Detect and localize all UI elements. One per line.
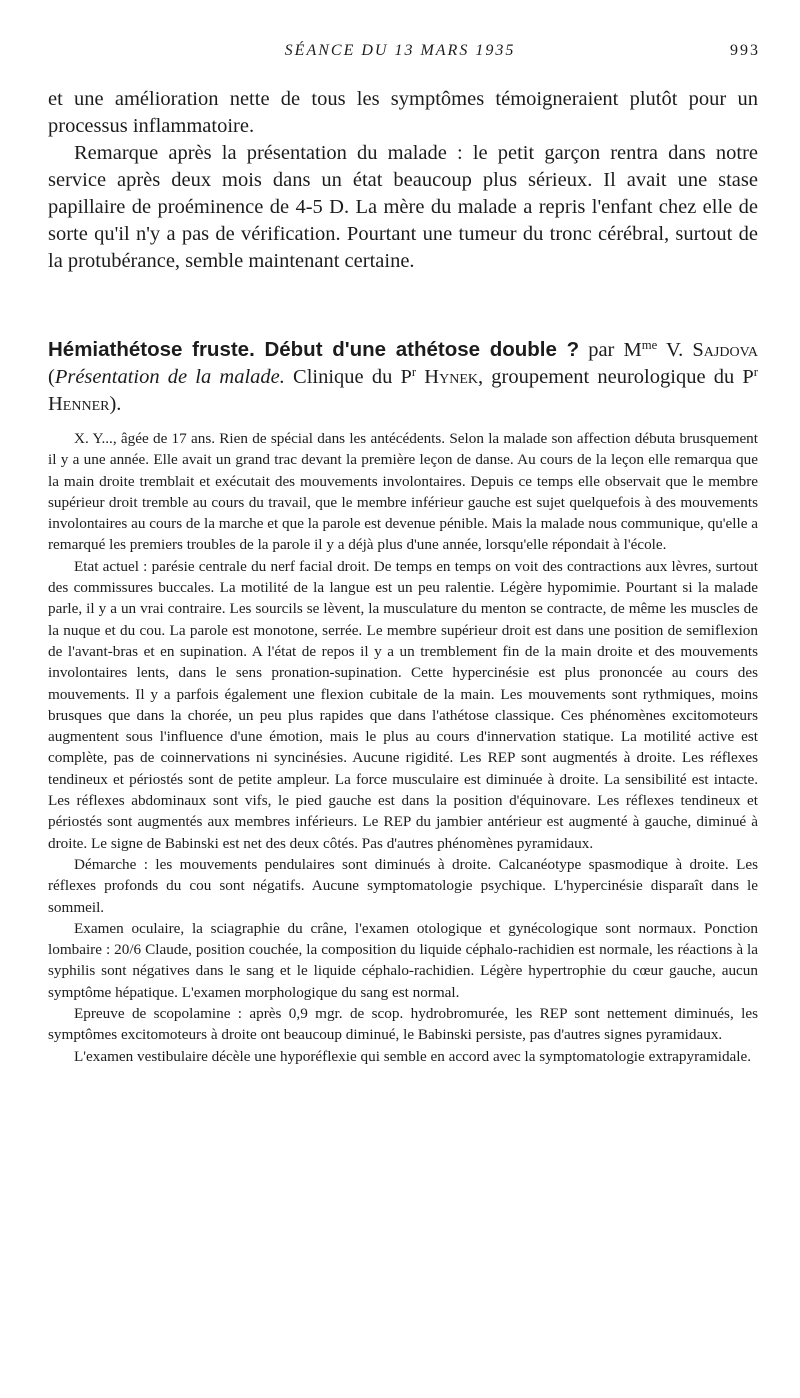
clinic-mid: , groupement neurologique du P <box>478 366 754 388</box>
presentation-open: ( <box>48 366 55 388</box>
body-paragraph-6: L'examen vestibulaire décèle une hyporéflexie qui semble en accord avec la symptomatologie extrapyramidale. <box>74 1047 752 1065</box>
presentation-note: Présentation de la malade. <box>54 366 285 388</box>
clinic-name-2: Henner <box>48 393 110 415</box>
author-name: V. Sajdova <box>657 339 758 361</box>
author-prefix-sup: me <box>641 338 658 353</box>
body-paragraph-5: Epreuve de scopolamine : après 0,9 mgr. de scop. hydrobromurée, les REP sont nettement diminués, les symptômes excitomoteurs à droite ont beaucoup diminué, le Babinski persiste, pas d'autres signes pyramidaux. <box>48 1005 758 1044</box>
author-prefix: M <box>623 339 642 361</box>
running-head-title: SÉANCE DU 13 MARS 1935 <box>284 42 516 59</box>
article-heading-line <box>48 336 758 418</box>
body-paragraph-1: X. Y..., âgée de 17 ans. Rien de spécial dans les antécédents. Selon la malade son affection débuta brusquement il y a une année. Elle avait un grand trac devant la première leçon de danse. Au cours de la leçon elle remarqua que la main droite tremblait et exécutait des mouvements involontaires. Depuis ce temps elle observait que le membre supérieur droit tremble au cours du travail, que le membre inférieur gauche est sujet quelquefois à des mouvements involontaires au cours de la marche et que la parole est devenue pénible. Mais la malade nous communique, qu'elle a remarqué les premiers troubles de la parole il y a déjà plus d'une année, lorsqu'elle répondait à l'école. <box>48 430 758 554</box>
article-body <box>48 428 758 1067</box>
article-title: Hémiathétose fruste. Début d'une athétose double ? <box>48 338 580 361</box>
clinic-name-1: Hynek <box>416 366 478 388</box>
page-number: 993 <box>730 42 760 59</box>
intro-paragraph-1: et une amélioration nette de tous les symptômes témoigneraient plutôt pour un processus inflammatoire. <box>48 88 758 137</box>
clinic-sup-1: r <box>411 365 417 380</box>
clinic-pre: Clinique du P <box>284 366 412 388</box>
body-paragraph-4: Examen oculaire, la sciagraphie du crâne, l'examen otologique et gynécologique sont normaux. Ponction lombaire : 20/6 Claude, position couchée, la composition du liquide céphalo-rachidien est normale, les réactions à la syphilis sont négatives dans le sang et le liquide céphalo-rachidien. Légère hypertrophie du cœur gauche, aucun symptôme hépatique. L'examen morphologique du sang est normal. <box>48 919 758 1001</box>
clinic-sup-2: r <box>753 365 759 380</box>
intro-paragraph-2: Remarque après la présentation du malade : le petit garçon rentra dans notre service après deux mois dans un état beaucoup plus sérieux. Il avait une stase papillaire de proéminence de 4-5 D. La mère du malade a repris l'enfant chez elle de sorte qu'il n'y a pas de vérification. Pourtant une tumeur du tronc cérébral, surtout de la protubérance, semble maintenant certaine. <box>48 142 758 272</box>
running-head <box>40 42 760 70</box>
body-paragraph-3: Démarche : les mouvements pendulaires sont diminués à droite. Calcanéotype spasmodique à droite. Les réflexes profonds du cou sont négatifs. Aucune symptomatologie psychique. L'hypercinésie disparaît dans le sommeil. <box>48 855 758 916</box>
article-heading <box>48 336 758 418</box>
intro-section <box>48 86 758 275</box>
clinic-end: ). <box>109 393 122 415</box>
article-par: par <box>579 339 624 361</box>
body-paragraph-2: Etat actuel : parésie centrale du nerf facial droit. De temps en temps on voit des contractions aux lèvres, surtout des commissures buccales. La motilité de la langue est un peu ralentie. Légère hypomimie. Pourtant si la malade parle, il y a un vrai contraire. Les sourcils se lèvent, la musculature du menton se contracte, de même les muscles de la nuque et du cou. La parole est monotone, serrée. Le membre supérieur droit est dans une position de semiflexion de l'avant-bras et en supination. A l'état de repos il y a un tremblement fin de la main droite et des mouvements involontaires lents, dans le sens pronation-supination. Cette hypercinésie est plus prononcée au cours des mouvements. Il y a parfois également une flexion cubitale de la main. Les mouvements sont rythmiques, moins brusques que dans la chorée, un peu plus rapides que dans l'athétose classique. Ces phénomènes excitomoteurs augmentent sous l'influence d'une émotion, mais le plus au cours d'innervation statique. La motilité active est complète, pas de coinnervations ni syncinésies. Aucune rigidité. Les REP sont augmentés à droite. Les réflexes tendineux et périostés sont de petite ampleur. La force musculaire est diminuée à droite. La sensibilité est intacte. Les réflexes abdominaux sont vifs, le pied gauche est dans la position d'équinovare. Les réflexes tendineux et périostés sont augmentés aux membres inférieurs. Le REP du jambier antérieur est augmenté à gauche, diminué à droite. Le signe de Babinski est net des deux côtés. Pas d'autres phénomènes pyramidaux. <box>48 557 758 852</box>
